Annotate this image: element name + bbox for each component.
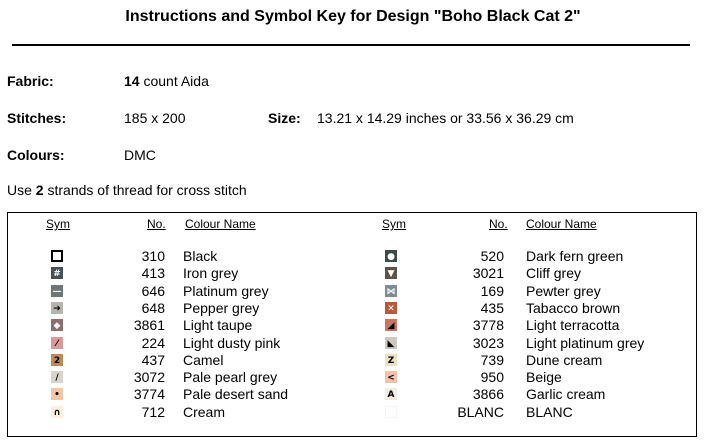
symbol-swatch-icon: ∩ — [51, 406, 63, 418]
strands-count: 2 — [35, 182, 44, 198]
key-row-right — [8, 248, 696, 265]
dmc-number: 646 — [141, 282, 165, 299]
symbol-swatch-icon: Z — [385, 354, 397, 366]
key-row-right — [8, 404, 696, 421]
symbol-swatch-icon: < — [385, 371, 397, 383]
page-title: Instructions and Symbol Key for Design "Boho Black Cat 2" — [125, 8, 581, 25]
symbol-swatch-icon — [385, 406, 397, 418]
key-row-right — [8, 369, 696, 386]
colours-value: DMC — [124, 147, 156, 163]
header-no-left: No. — [147, 217, 166, 231]
header-name-right: Colour Name — [526, 217, 597, 231]
colour-name: Pale desert sand — [183, 386, 289, 403]
colour-name: Light terracotta — [526, 317, 620, 334]
colour-name: Cream — [183, 403, 226, 420]
dmc-number: 437 — [141, 351, 165, 368]
colour-name: Tabacco brown — [526, 299, 621, 316]
colour-name: Pewter grey — [526, 282, 601, 299]
symbol-swatch-icon: # — [51, 267, 63, 279]
symbol-swatch-icon: A — [385, 388, 397, 400]
dmc-number: 3023 — [472, 334, 504, 351]
symbol-swatch-icon: ● — [385, 250, 397, 262]
dmc-number: 739 — [480, 351, 504, 368]
symbol-swatch-icon: • — [51, 388, 63, 400]
symbol-swatch-icon: ⋈ — [386, 286, 396, 297]
key-row-right — [8, 283, 696, 300]
dmc-number: 413 — [141, 265, 165, 282]
fabric-type: count Aida — [139, 73, 209, 89]
symbol-swatch-icon: 2 — [51, 354, 63, 366]
colour-name: Platinum grey — [183, 282, 269, 299]
strands-prefix: Use — [7, 182, 36, 198]
header-name-left: Colour Name — [185, 217, 256, 231]
header-sym-right: Sym — [382, 217, 406, 231]
strands-instruction — [7, 182, 247, 198]
strands-suffix: strands of thread for cross stitch — [43, 182, 247, 198]
key-row-right — [8, 265, 696, 282]
dmc-number: 3866 — [472, 386, 504, 403]
fabric-count: 14 — [124, 73, 140, 89]
colour-name: Dune cream — [526, 351, 603, 368]
dmc-number: 3021 — [472, 265, 504, 282]
colour-name: BLANC — [526, 403, 573, 420]
dmc-number: 648 — [141, 299, 165, 316]
symbol-swatch-icon: — — [52, 286, 62, 297]
title-divider — [12, 44, 690, 46]
symbol-swatch-icon: ◢ — [385, 319, 397, 331]
dmc-number: BLANC — [457, 403, 504, 420]
key-row-right — [8, 386, 696, 403]
colour-name: Cliff grey — [526, 265, 581, 282]
colour-name: Camel — [183, 351, 224, 368]
colour-name: Garlic cream — [526, 386, 606, 403]
symbol-swatch-icon: ▼ — [385, 267, 397, 279]
key-row-right — [8, 300, 696, 317]
dmc-number: 520 — [480, 248, 504, 264]
size-value: 13.21 x 14.29 inches or 33.56 x 36.29 cm — [317, 110, 574, 126]
stitches-label: Stitches: — [7, 110, 67, 126]
symbol-swatch-icon: / — [51, 371, 63, 383]
colour-name: Light platinum grey — [526, 334, 645, 351]
fabric-value — [124, 73, 209, 89]
colour-name: Light taupe — [183, 317, 253, 334]
dmc-number: 950 — [480, 369, 504, 386]
symbol-swatch-icon: ➔ — [51, 302, 63, 314]
fabric-label: Fabric: — [7, 73, 54, 89]
header-no-right: No. — [489, 217, 508, 231]
colour-name: Dark fern green — [526, 248, 624, 264]
colour-name: Iron grey — [183, 265, 239, 282]
symbol-swatch-icon: ◣ — [385, 337, 397, 349]
dmc-number: 310 — [141, 248, 165, 264]
symbol-swatch-icon: ◆ — [51, 319, 63, 331]
dmc-number: 169 — [480, 282, 504, 299]
dmc-number: 712 — [141, 403, 165, 420]
symbol-swatch-icon: ⁄ — [51, 337, 63, 349]
colour-name: Beige — [526, 369, 562, 386]
header-sym-left: Sym — [46, 217, 70, 231]
size-label: Size: — [268, 110, 301, 126]
key-row-right — [8, 335, 696, 352]
dmc-number: 3861 — [133, 317, 165, 334]
key-row-right — [8, 317, 696, 334]
colour-name: Pepper grey — [183, 299, 260, 316]
dmc-number: 435 — [480, 299, 504, 316]
colours-label: Colours: — [7, 147, 65, 163]
dmc-number: 3778 — [472, 317, 504, 334]
colour-name: Black — [183, 248, 218, 264]
colour-name: Pale pearl grey — [183, 369, 278, 386]
dmc-number: 3072 — [133, 369, 165, 386]
symbol-swatch-icon: ✕ — [385, 302, 397, 314]
colour-name: Light dusty pink — [183, 334, 281, 351]
symbol-key-table — [7, 212, 697, 437]
key-row-right — [8, 352, 696, 369]
dmc-number: 3774 — [133, 386, 165, 403]
stitches-value: 185 x 200 — [124, 110, 186, 126]
dmc-number: 224 — [141, 334, 165, 351]
